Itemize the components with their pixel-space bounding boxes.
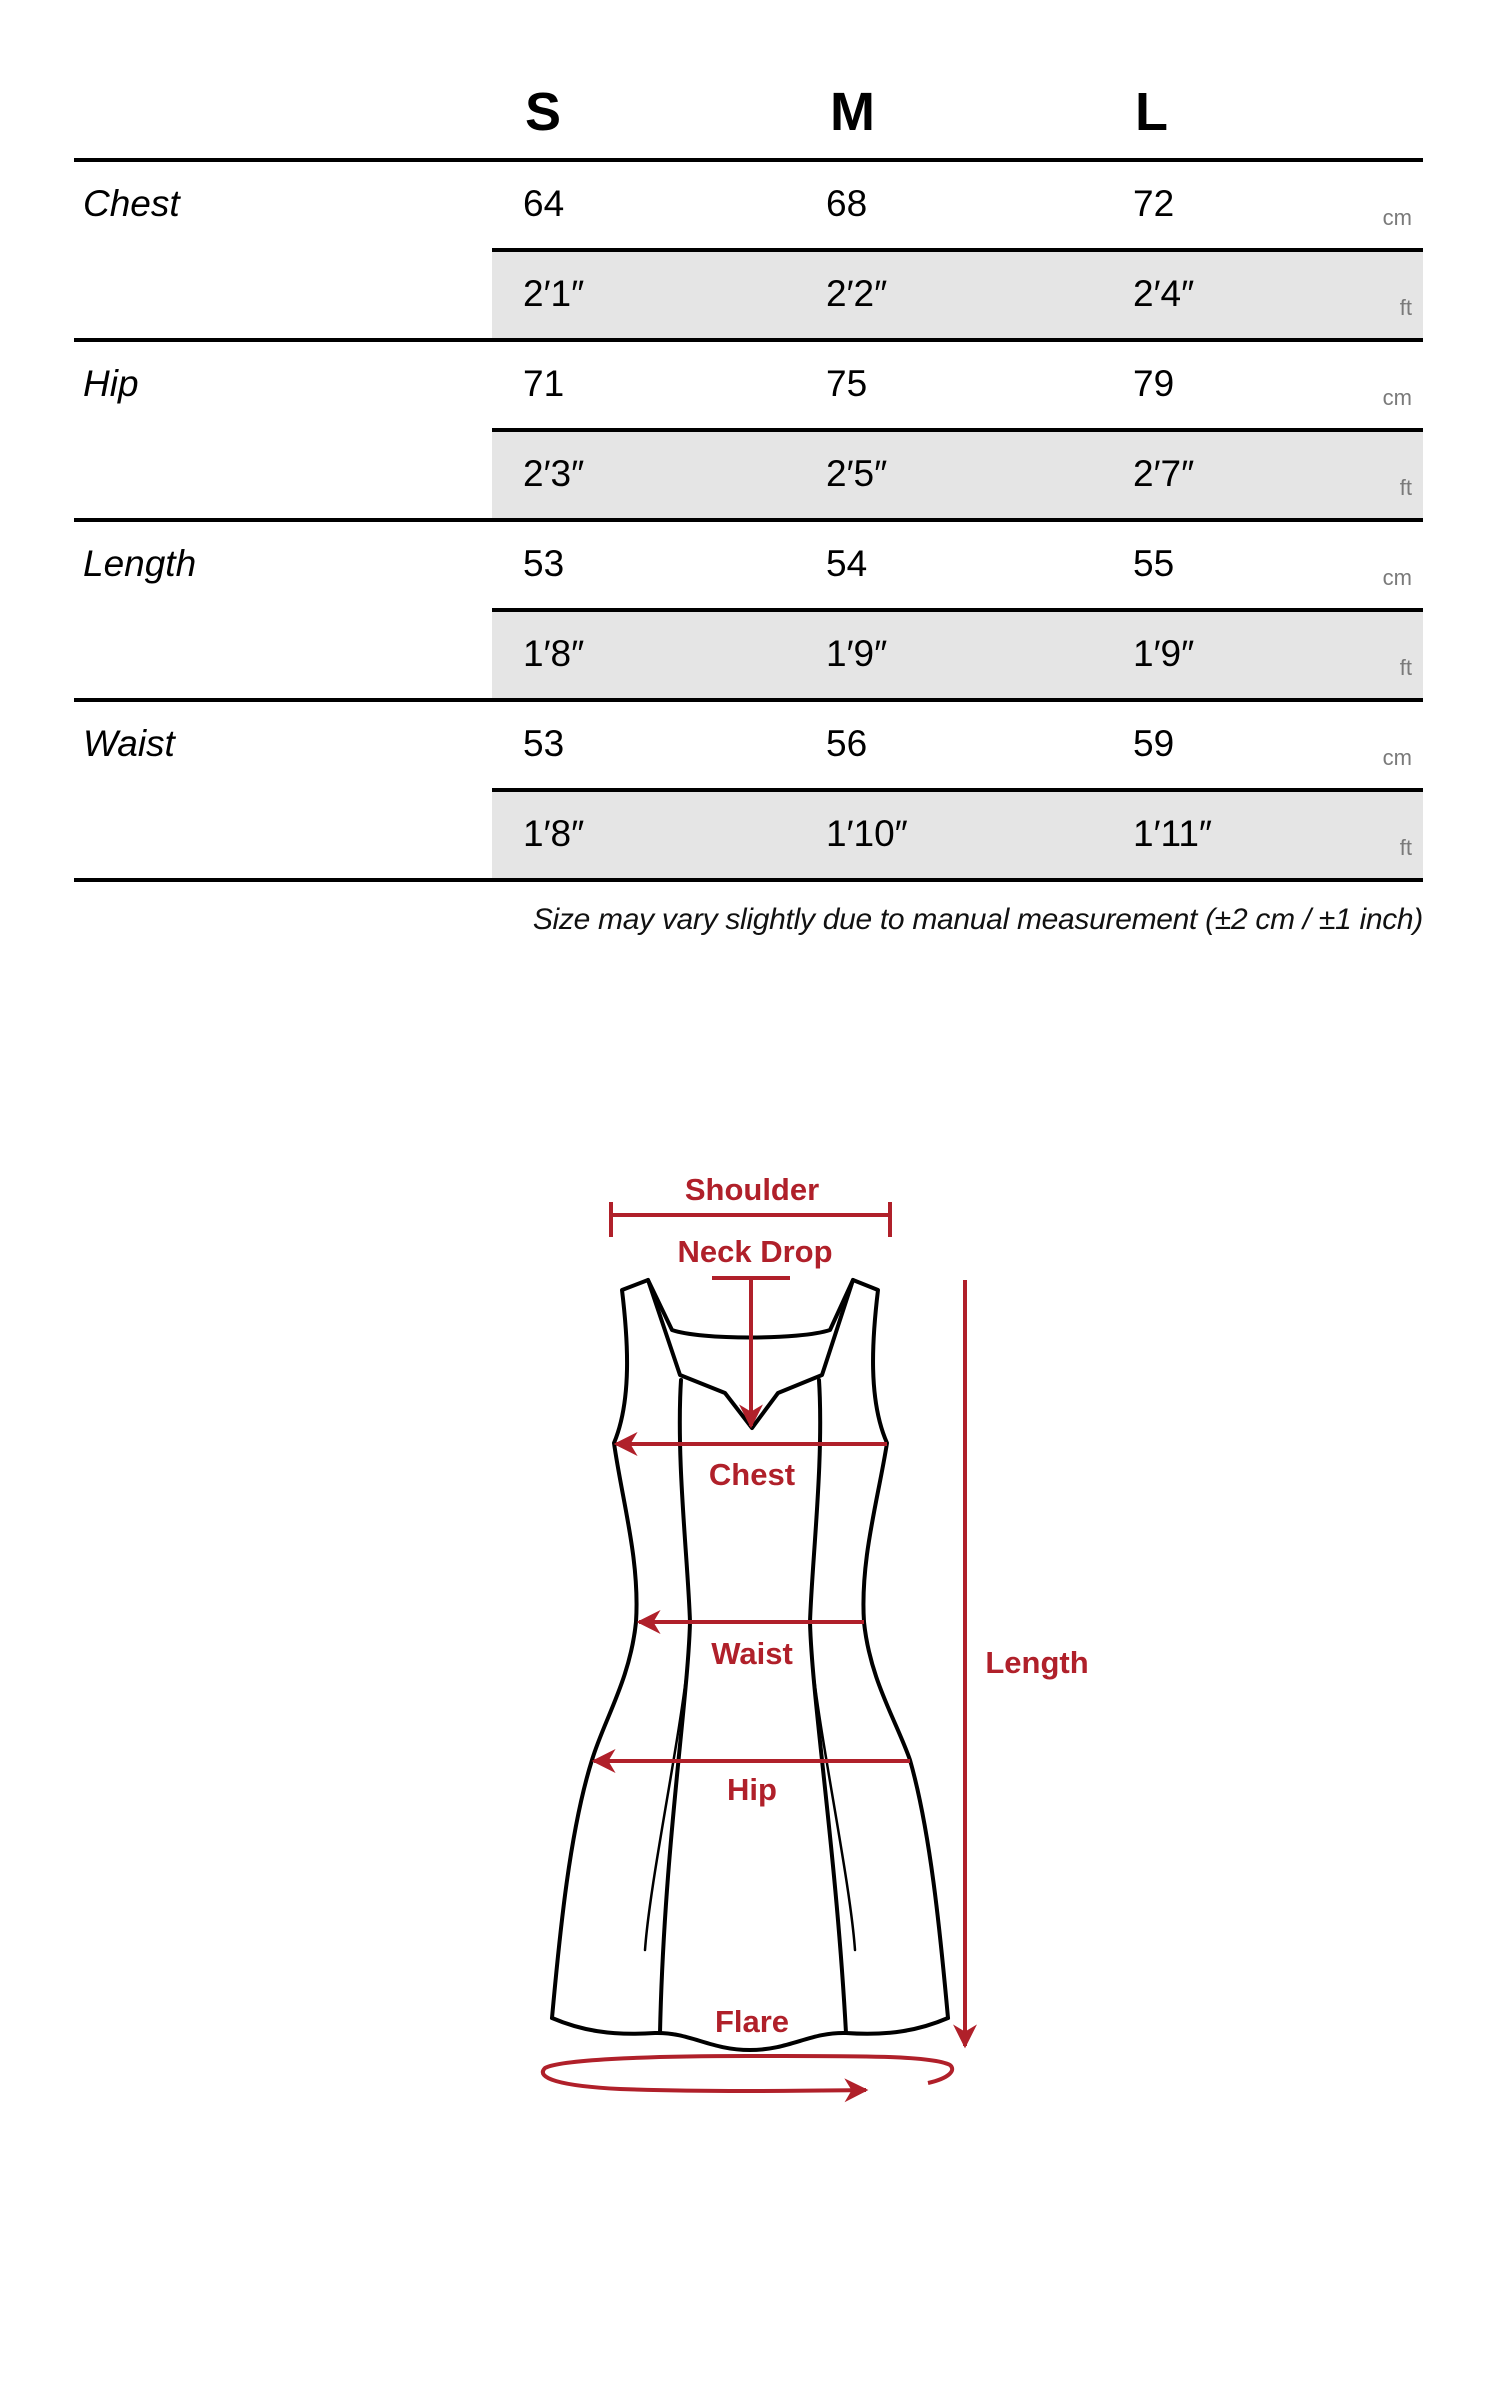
cell-cm-m: 54 [826,543,868,584]
size-header-m: M [830,82,875,142]
cell-ft-m: 2′5″ [826,453,888,494]
unit-ft: ft [1399,835,1412,860]
unit-cm: cm [1382,385,1412,410]
cell-ft-m: 1′10″ [826,813,908,854]
cell-cm-l: 55 [1133,543,1175,584]
cell-cm-s: 53 [523,543,565,584]
waist-label: Waist [711,1636,793,1671]
unit-cm: cm [1382,205,1412,230]
unit-cm: cm [1382,565,1412,590]
shoulder-label: Shoulder [684,1172,820,1207]
cell-cm-s: 64 [523,183,565,224]
cell-cm-l: 59 [1133,723,1175,764]
cell-cm-m: 68 [826,183,868,224]
measurement-note: Size may vary slightly due to manual measurement (±2 cm / ±1 inch) [532,903,1423,936]
chest-label: Chest [708,1457,796,1492]
cell-ft-s: 1′8″ [523,633,585,674]
cell-ft-m: 2′2″ [826,273,888,314]
size-header-s: S [525,82,562,142]
cell-ft-s: 2′1″ [523,273,585,314]
unit-ft: ft [1399,295,1412,320]
cell-cm-s: 53 [523,723,565,764]
unit-ft: ft [1399,655,1412,680]
cell-ft-s: 2′3″ [523,453,585,494]
cell-ft-s: 1′8″ [523,813,585,854]
cell-ft-l: 2′7″ [1133,453,1195,494]
cell-ft-m: 1′9″ [826,633,888,674]
cell-cm-l: 79 [1133,363,1175,404]
cell-ft-l: 1′11″ [1133,813,1213,854]
row-label: Waist [83,723,175,764]
cell-ft-l: 2′4″ [1133,273,1195,314]
hip-label: Hip [727,1772,777,1807]
cell-cm-m: 56 [826,723,868,764]
row-label: Chest [83,183,180,224]
cell-cm-s: 71 [523,363,565,404]
cell-ft-l: 1′9″ [1133,633,1195,674]
unit-ft: ft [1399,475,1412,500]
size-header-l: L [1135,82,1168,142]
row-label: Hip [83,363,139,404]
length-label: Length [985,1645,1089,1680]
cell-cm-l: 72 [1133,183,1175,224]
flare-label: Flare [714,2004,790,2039]
row-label: Length [83,543,197,584]
unit-cm: cm [1382,745,1412,770]
cell-cm-m: 75 [826,363,868,404]
flare-arrow [543,2056,952,2091]
neck-drop-label: Neck Drop [677,1234,833,1269]
